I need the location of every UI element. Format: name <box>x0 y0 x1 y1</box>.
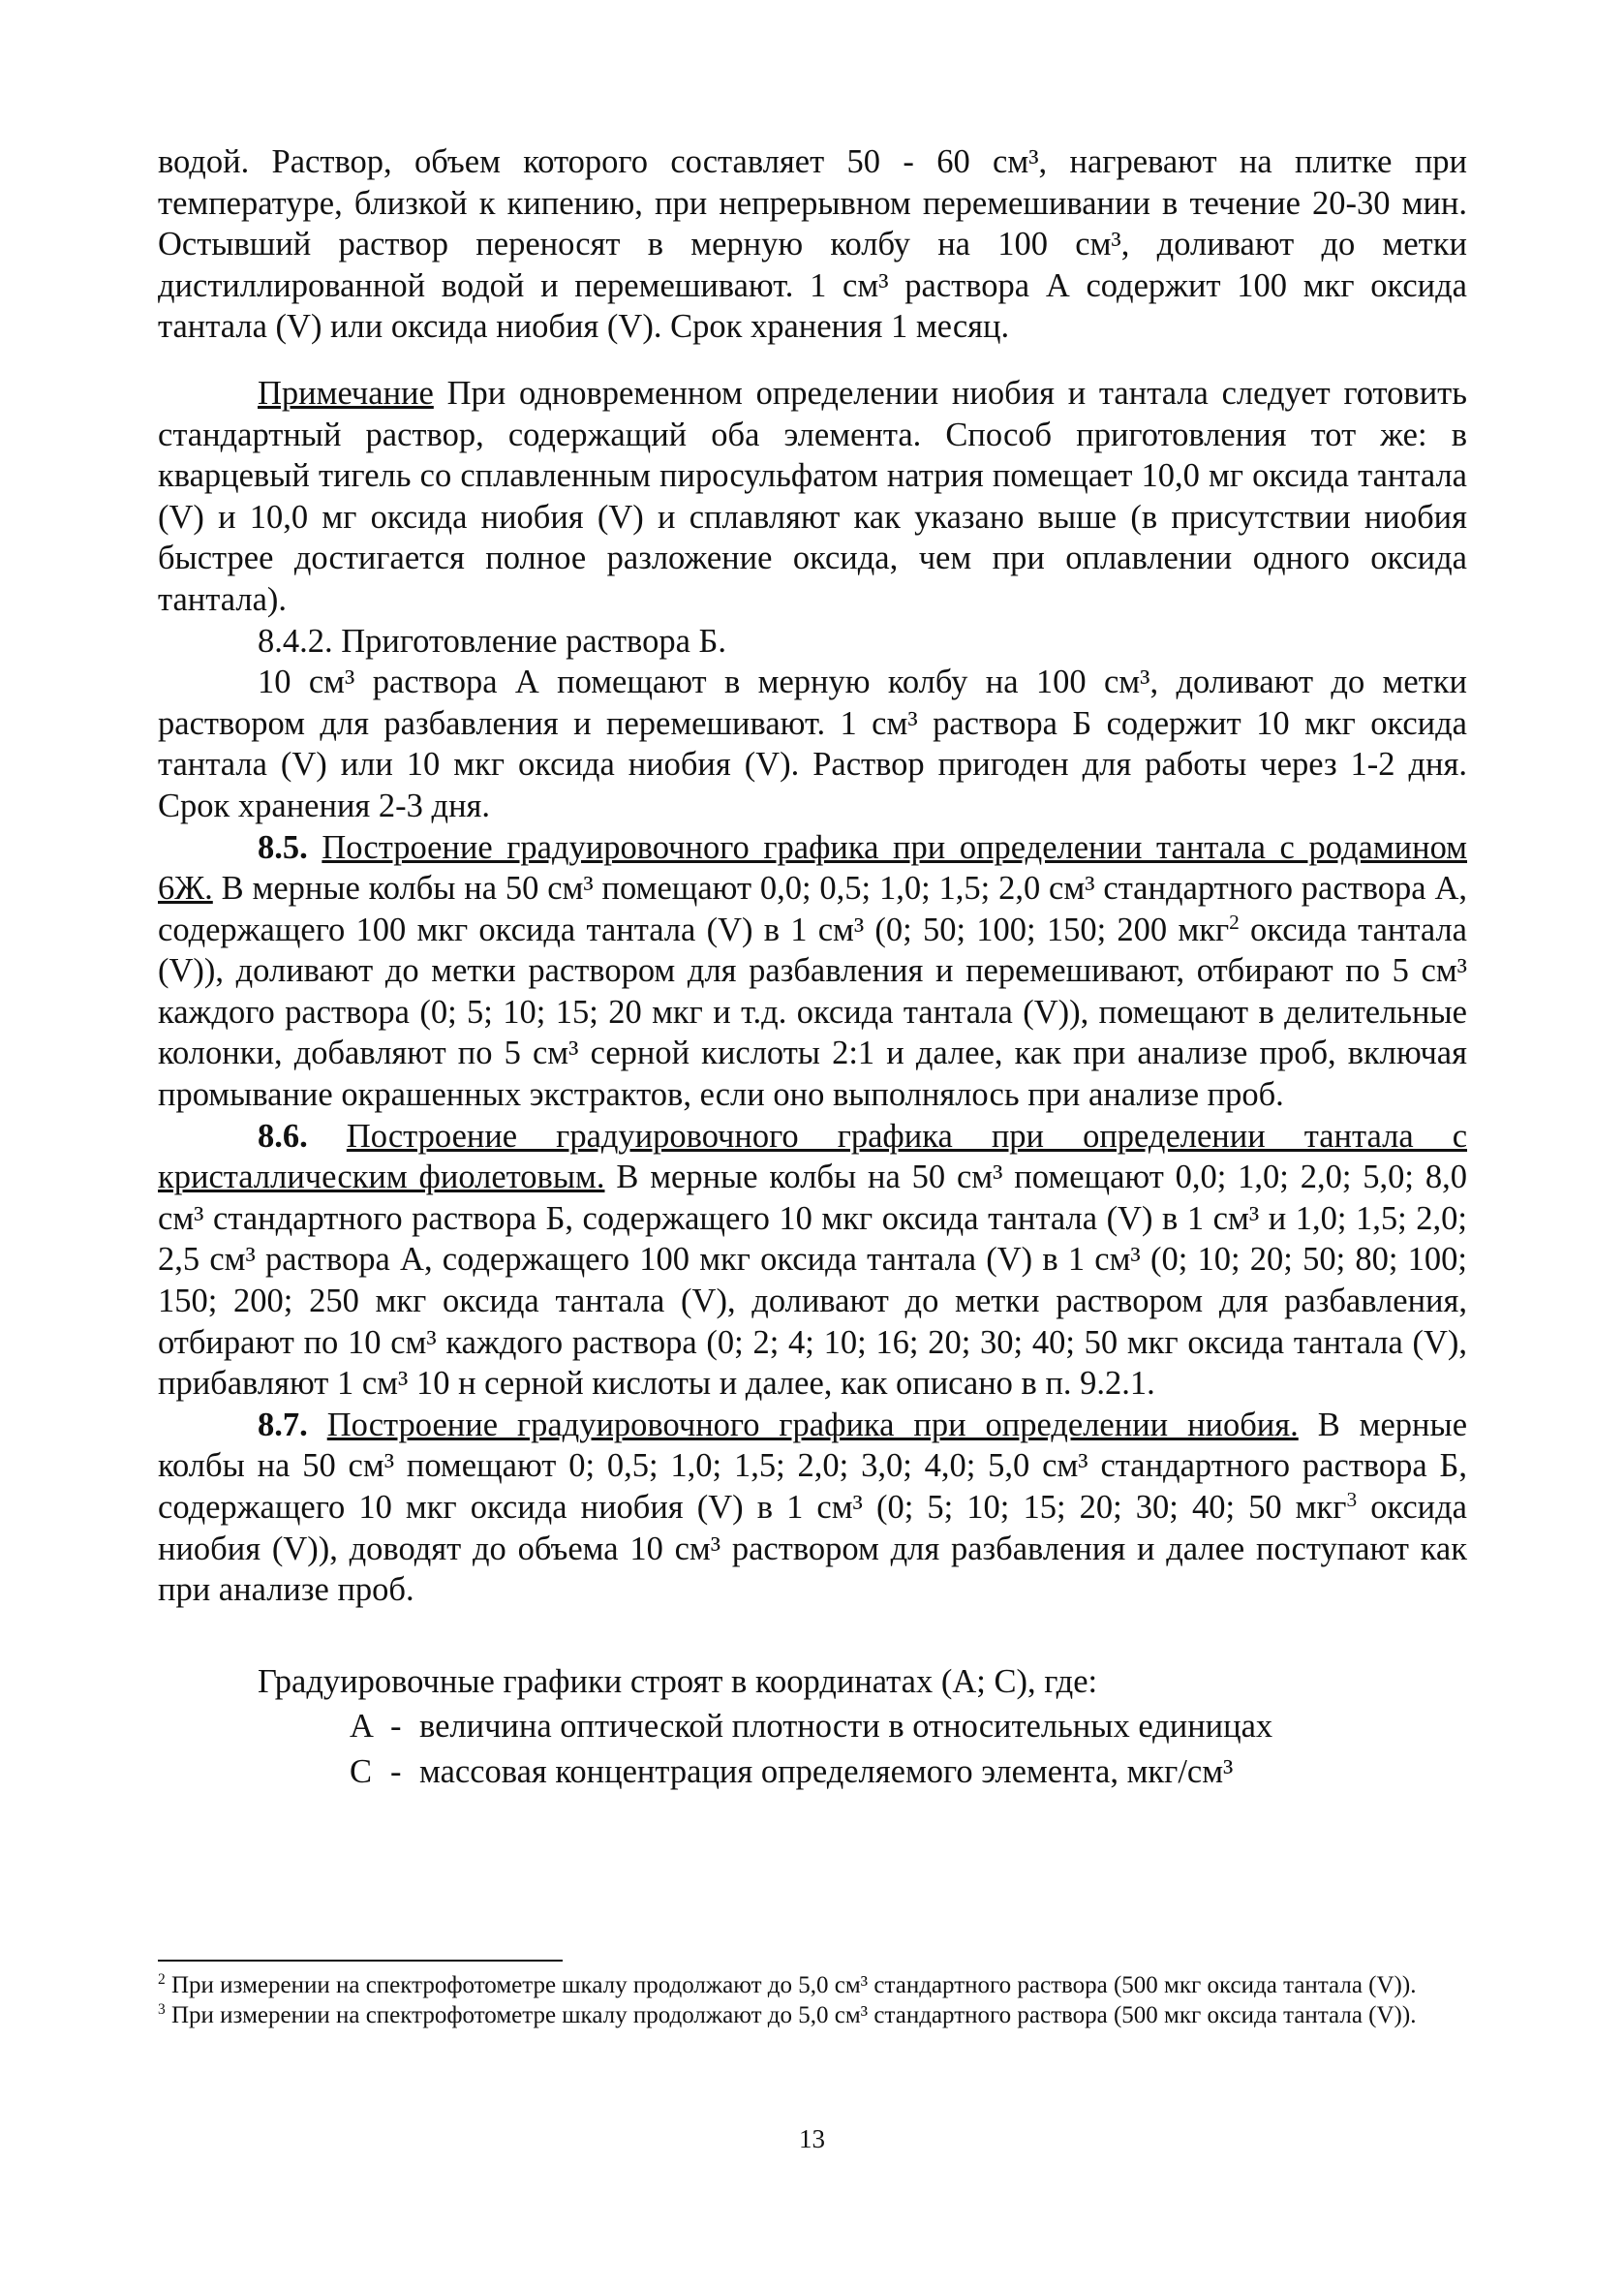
note-text: При одновременном определении ниобия и тантала следует готовить стандартный раствор, содержащий оба элемента. Способ приготовления тот же: в кварцевый тигель со сплавленным пиросульфатом натрия помещает 10,0 мг оксида тантала (V) и 10,0 мг оксида ниобия (V) и сплавляют как указано выше (в присутствии ниобия быстрее достигается полное разложение оксида, чем при оплавлении одного оксида тантала). <box>158 374 1467 618</box>
section-8-6-title: Построение градуировочного графика при определении тантала с кристаллическим фиолетовым. <box>158 1117 1468 1196</box>
section-8-6-text: В мерные колбы на 50 см³ помещают 0,0; 1,0; 2,0; 5,0; 8,0 см³ стандартного раствора Б, содержащего 10 мкг оксида тантала (V) в 1 см³ и 1,0; 1,5; 2,0; 2,5 см³ раствора А, содержащего 100 мкг оксида тантала (V) в 1 см³ (0; 10; 20; 50; 80; 100; 150; 200; 250 мкг оксида тантала (V), доливают до метки раствором для разбавления, отбирают по 10 см³ каждого раствора (0; 2; 4; 10; 16; 20; 30; 40; 50 мкг оксида тантала (V), прибавляют 1 см³ 10 н серной кислоты и далее, как описано в п. 9.2.1. <box>158 1159 1467 1403</box>
definition-c <box>350 1751 1415 1793</box>
section-8-7 <box>158 1405 1467 1611</box>
footnotes <box>158 1971 1467 2030</box>
definition-c-dash: - <box>390 1752 402 1790</box>
section-8-5-number: 8.5. <box>258 828 322 866</box>
page-number: 13 <box>799 2124 825 2153</box>
footnote-ref-3: 3 <box>1346 1488 1358 1512</box>
note-paragraph <box>158 373 1467 621</box>
section-8-7-title: Построение градуировочного графика при определении ниобия. <box>326 1406 1299 1443</box>
paragraph-solution-a-end: водой. Раствор, объем которого составляет 50 - 60 см³, нагревают на плитке при температуре, близкой к кипению, при непрерывном перемешивании в течение 20-30 мин. Остывший раствор переносят в мерную колбу на 100 см³, доливают до метки дистиллированной водой и перемешивают. 1 см³ раствора А содержит 100 мкг оксида тантала (V) или оксида ниобия (V). Срок хранения 1 месяц. <box>158 143 1467 346</box>
note-label: Примечание <box>258 374 434 412</box>
section-8-5-title: Построение градуировочного графика при определении тантала с родамином 6Ж. <box>158 828 1468 908</box>
body-text <box>158 141 1467 1793</box>
definition-a-text: величина оптической плотности в относительных единицах <box>419 1708 1273 1746</box>
section-8-6 <box>158 1116 1467 1405</box>
footnote-3-mark: 3 <box>158 2000 166 2018</box>
section-8-5-text-b: оксида тантала (V)), доливают до метки раствором для разбавления и перемешивают, отбирают по 5 см³ каждого раствора (0; 5; 10; 15; 20 мкг и т.д. оксида тантала (V)), помещают в делительные колонки, добавляют по 5 см³ серной кислоты 2:1 и далее, как при анализе проб, включая промывание окрашенных экстрактов, если оно выполнялось при анализе проб. <box>158 911 1467 1114</box>
footnote-2-mark: 2 <box>158 1971 166 1989</box>
section-8-7-text-b: оксида ниобия (V)), доводят до объема 10 см³ раствором для разбавления и далее поступают как при анализе проб. <box>158 1489 1467 1609</box>
footnote-2-text: При измерении на спектрофотометре шкалу продолжают до 5,0 см³ стандартного раствора (500 мкг оксида тантала (V)). <box>165 1972 1417 1998</box>
section-8-7-number: 8.7. <box>258 1406 327 1443</box>
definition-c-symbol: С <box>350 1752 373 1790</box>
footnote-3 <box>158 2001 1467 2031</box>
coordinates-intro: Градуировочные графики строят в координатах (А; С), где: <box>258 1662 1098 1700</box>
footnote-3-text: При измерении на спектрофотометре шкалу продолжают до 5,0 см³ стандартного раствора (500 мкг оксида тантала (V)). <box>165 2001 1417 2028</box>
section-8-6-number: 8.6. <box>258 1117 347 1155</box>
definition-a <box>350 1706 1415 1747</box>
definition-a-symbol: А <box>350 1708 374 1746</box>
footnote-separator <box>158 1960 563 1962</box>
section-8-4-2-body: 10 см³ раствора А помещают в мерную колбу на 100 см³, доливают до метки раствором для разбавления и перемешивают. 1 см³ раствора Б содержит 10 мкг оксида тантала (V) или 10 мкг оксида ниобия (V). Раствор пригоден для работы через 1-2 дня. Срок хранения 2-3 дня. <box>158 664 1467 824</box>
section-8-5 <box>158 827 1467 1116</box>
section-8-7-text-a: В мерные колбы на 50 см³ помещают 0; 0,5; 1,0; 1,5; 2,0; 3,0; 4,0; 5,0 см³ стандартного раствора Б, содержащего 10 мкг оксида ниобия (V) в 1 см³ (0; 5; 10; 15; 20; 30; 40; 50 мкг <box>158 1406 1468 1526</box>
footnote-ref-2: 2 <box>1229 910 1240 934</box>
footnote-2 <box>158 1971 1467 2001</box>
section-8-4-2-title: 8.4.2. Приготовление раствора Б. <box>258 622 726 660</box>
definition-a-dash: - <box>390 1708 402 1746</box>
definition-c-text: массовая концентрация определяемого элемента, мкг/см³ <box>419 1752 1234 1790</box>
section-8-5-text-a: В мерные колбы на 50 см³ помещают 0,0; 0,5; 1,0; 1,5; 2,0 см³ стандартного раствора А, содержащего 100 мкг оксида тантала (V) в 1 см³ (0; 50; 100; 150; 200 мкг <box>158 870 1467 948</box>
